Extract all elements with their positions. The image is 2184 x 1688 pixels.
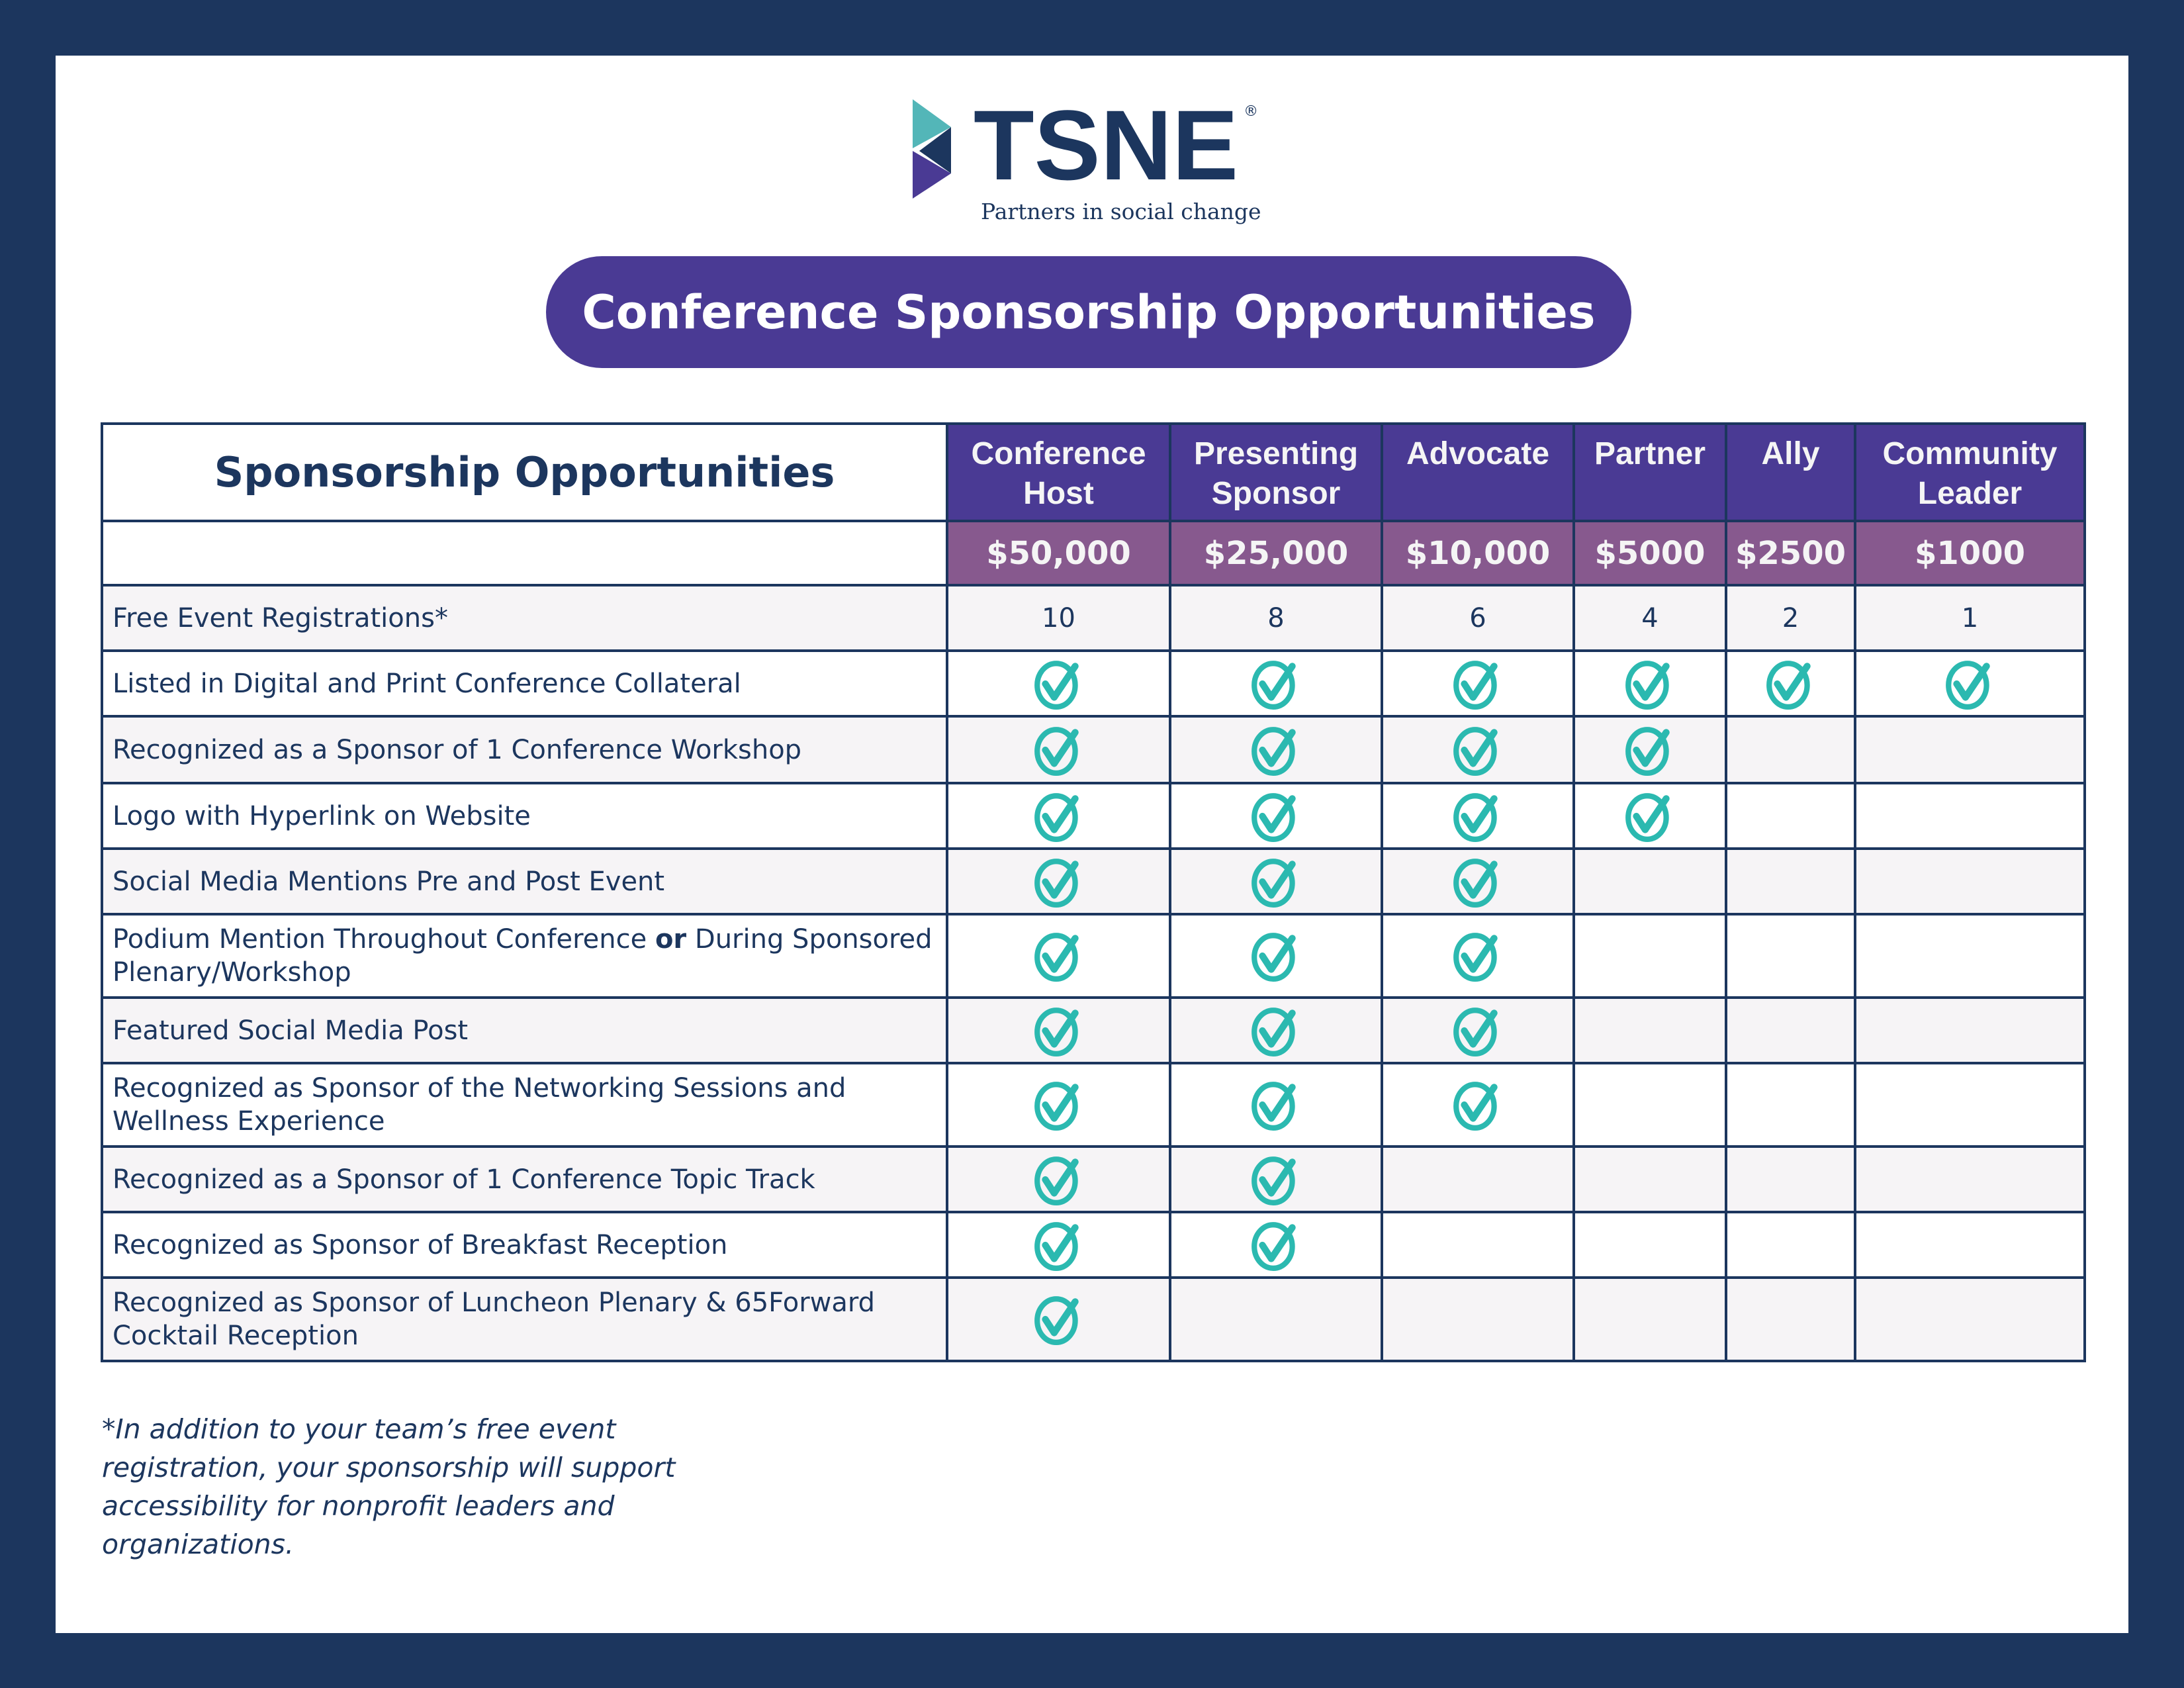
tier-benefit-cell xyxy=(1170,716,1382,783)
tier-benefit-cell xyxy=(1726,849,1855,914)
tier-benefit-cell xyxy=(947,849,1170,914)
tier-price: $50,000 xyxy=(947,521,1170,585)
tier-name: Community Leader xyxy=(1855,424,2085,521)
tier-benefit-cell xyxy=(1382,1147,1574,1212)
benefit-label: Logo with Hyperlink on Website xyxy=(113,800,531,831)
tier-benefit-cell xyxy=(1855,1147,2085,1212)
tsne-logo xyxy=(913,89,1310,232)
checkmark-icon xyxy=(1249,1078,1303,1132)
benefit-label: Listed in Digital and Print Conference Collateral xyxy=(113,668,741,699)
tier-name: Advocate xyxy=(1382,424,1574,521)
benefit-label: Recognized as a Sponsor of 1 Conference Workshop xyxy=(113,734,802,765)
checkmark-icon xyxy=(1451,789,1505,843)
benefit-label-rest: During Sponsored Plenary/Workshop xyxy=(113,924,933,988)
tier-benefit-cell xyxy=(1170,1147,1382,1212)
tier-benefit-cell xyxy=(1574,849,1726,914)
benefit-label: Recognized as Sponsor of Luncheon Plenary & 65Forward Cocktail Reception xyxy=(113,1288,876,1351)
tier-benefit-cell xyxy=(1726,716,1855,783)
checkmark-icon xyxy=(1032,1078,1086,1132)
checkmark-icon xyxy=(1249,789,1303,843)
registration-count: 10 xyxy=(947,585,1170,651)
tier-benefit-cell xyxy=(1170,783,1382,849)
checkmark-icon xyxy=(1943,657,1997,711)
registration-count: 2 xyxy=(1726,585,1855,651)
tier-benefit-cell xyxy=(1574,651,1726,716)
tier-benefit-cell xyxy=(947,998,1170,1063)
tier-benefit-cell xyxy=(1382,716,1574,783)
benefit-row xyxy=(102,1063,2085,1147)
registration-count: 8 xyxy=(1170,585,1382,651)
benefit-row xyxy=(102,783,2085,849)
row-label xyxy=(102,1278,947,1361)
benefit-row xyxy=(102,1147,2085,1212)
benefit-row xyxy=(102,1278,2085,1361)
benefit-row xyxy=(102,651,2085,716)
benefit-row xyxy=(102,914,2085,998)
logo-wordmark-row xyxy=(974,89,1259,201)
row-label xyxy=(102,1147,947,1212)
checkmark-icon xyxy=(1032,1218,1086,1272)
checkmark-icon xyxy=(1032,723,1086,777)
checkmark-icon xyxy=(1249,723,1303,777)
tier-benefit-cell xyxy=(947,651,1170,716)
tier-price: $25,000 xyxy=(1170,521,1382,585)
tier-benefit-cell xyxy=(947,716,1170,783)
benefit-label: Podium Mention Throughout Conference xyxy=(113,924,647,955)
checkmark-icon xyxy=(1032,1292,1086,1346)
registered-mark: ® xyxy=(1244,103,1259,120)
benefit-label: Recognized as a Sponsor of 1 Conference Topic Track xyxy=(113,1164,815,1195)
tier-benefit-cell xyxy=(1855,914,2085,998)
checkmark-icon xyxy=(1032,929,1086,983)
tier-benefit-cell xyxy=(1855,651,2085,716)
tier-benefit-cell xyxy=(947,783,1170,849)
tier-benefit-cell xyxy=(1726,783,1855,849)
tier-benefit-cell xyxy=(1170,651,1382,716)
tier-header-row xyxy=(102,424,2085,521)
tier-benefit-cell xyxy=(1855,849,2085,914)
tier-benefit-cell xyxy=(1855,1212,2085,1278)
tier-benefit-cell xyxy=(1726,1278,1855,1361)
checkmark-icon xyxy=(1451,657,1505,711)
tier-benefit-cell xyxy=(1382,1063,1574,1147)
checkmark-icon xyxy=(1032,789,1086,843)
tier-benefit-cell xyxy=(947,1063,1170,1147)
checkmark-icon xyxy=(1032,657,1086,711)
tier-benefit-cell xyxy=(1855,716,2085,783)
checkmark-icon xyxy=(1764,657,1818,711)
tier-benefit-cell xyxy=(1382,651,1574,716)
row-label xyxy=(102,849,947,914)
tier-benefit-cell xyxy=(1170,849,1382,914)
tier-price: $1000 xyxy=(1855,521,2085,585)
tier-benefit-cell xyxy=(1726,1147,1855,1212)
checkmark-icon xyxy=(1451,1004,1505,1058)
registration-count: 6 xyxy=(1382,585,1574,651)
row-label xyxy=(102,1212,947,1278)
tier-benefit-cell xyxy=(1574,1063,1726,1147)
tier-benefit-cell xyxy=(1855,998,2085,1063)
tier-price: $10,000 xyxy=(1382,521,1574,585)
logo-mark-icon xyxy=(913,99,954,199)
tier-benefit-cell xyxy=(1170,1063,1382,1147)
tier-name: Partner xyxy=(1574,424,1726,521)
tier-benefit-cell xyxy=(1382,849,1574,914)
tier-benefit-cell xyxy=(1726,1212,1855,1278)
checkmark-icon xyxy=(1623,723,1677,777)
checkmark-icon xyxy=(1032,855,1086,909)
registration-count: 1 xyxy=(1855,585,2085,651)
tier-benefit-cell xyxy=(947,1278,1170,1361)
registration-count: 4 xyxy=(1574,585,1726,651)
checkmark-icon xyxy=(1451,1078,1505,1132)
checkmark-icon xyxy=(1032,1152,1086,1207)
checkmark-icon xyxy=(1451,929,1505,983)
tier-benefit-cell xyxy=(1382,914,1574,998)
tier-name: Ally xyxy=(1726,424,1855,521)
checkmark-icon xyxy=(1249,1152,1303,1207)
row-label xyxy=(102,783,947,849)
benefit-label: Featured Social Media Post xyxy=(113,1015,469,1046)
tier-benefit-cell xyxy=(1855,783,2085,849)
benefit-label: Recognized as Sponsor of the Networking Sessions and Wellness Experience xyxy=(113,1073,846,1137)
benefit-row xyxy=(102,998,2085,1063)
tier-name: Presenting Sponsor xyxy=(1170,424,1382,521)
tier-benefit-cell xyxy=(947,1147,1170,1212)
row-label xyxy=(102,1063,947,1147)
tier-benefit-cell xyxy=(1382,783,1574,849)
blank-cell xyxy=(102,521,947,585)
footnote: *In addition to your team’s free event registration, your sponsorship will support accessibility for nonprofit leaders and organizations. xyxy=(102,1413,676,1560)
tier-benefit-cell xyxy=(1574,783,1726,849)
tier-benefit-cell xyxy=(1170,1212,1382,1278)
tier-benefit-cell xyxy=(1726,651,1855,716)
row-label xyxy=(102,651,947,716)
benefit-label-bold: or xyxy=(655,924,687,955)
checkmark-icon xyxy=(1032,1004,1086,1058)
row-label: Free Event Registrations* xyxy=(102,585,947,651)
benefit-label: Recognized as Sponsor of Breakfast Reception xyxy=(113,1229,728,1260)
benefit-row xyxy=(102,716,2085,783)
benefit-label: Social Media Mentions Pre and Post Event xyxy=(113,866,665,897)
checkmark-icon xyxy=(1249,657,1303,711)
row-label xyxy=(102,914,947,998)
tier-benefit-cell xyxy=(1574,1212,1726,1278)
benefit-row xyxy=(102,849,2085,914)
checkmark-icon xyxy=(1623,789,1677,843)
sponsorship-table xyxy=(101,422,2086,1362)
tier-benefit-cell xyxy=(1855,1063,2085,1147)
tier-benefit-cell xyxy=(1574,998,1726,1063)
row-label xyxy=(102,716,947,783)
checkmark-icon xyxy=(1451,855,1505,909)
tier-benefit-cell xyxy=(1574,1147,1726,1212)
tier-benefit-cell xyxy=(1574,716,1726,783)
tier-benefit-cell xyxy=(947,914,1170,998)
checkmark-icon xyxy=(1451,723,1505,777)
tier-benefit-cell xyxy=(1726,1063,1855,1147)
tier-benefit-cell xyxy=(947,1212,1170,1278)
tier-benefit-cell xyxy=(1170,998,1382,1063)
benefit-row xyxy=(102,1212,2085,1278)
registrations-row xyxy=(102,585,2085,651)
logo-tagline: Partners in social change xyxy=(981,199,1261,224)
price-row xyxy=(102,521,2085,585)
tier-benefit-cell xyxy=(1382,1278,1574,1361)
tier-benefit-cell xyxy=(1382,1212,1574,1278)
page-title: Conference Sponsorship Opportunities xyxy=(546,256,1631,368)
tier-benefit-cell xyxy=(1574,914,1726,998)
tier-benefit-cell xyxy=(1382,998,1574,1063)
checkmark-icon xyxy=(1623,657,1677,711)
tier-price: $2500 xyxy=(1726,521,1855,585)
tier-benefit-cell xyxy=(1726,998,1855,1063)
tier-benefit-cell xyxy=(1574,1278,1726,1361)
logo-wordmark: TSNE xyxy=(974,89,1239,201)
header-opportunities: Sponsorship Opportunities xyxy=(102,424,947,521)
tier-name: Conference Host xyxy=(947,424,1170,521)
tier-benefit-cell xyxy=(1170,1278,1382,1361)
checkmark-icon xyxy=(1249,855,1303,909)
checkmark-icon xyxy=(1249,1004,1303,1058)
tier-benefit-cell xyxy=(1726,914,1855,998)
tier-benefit-cell xyxy=(1170,914,1382,998)
tier-price: $5000 xyxy=(1574,521,1726,585)
checkmark-icon xyxy=(1249,929,1303,983)
checkmark-icon xyxy=(1249,1218,1303,1272)
row-label xyxy=(102,998,947,1063)
tier-benefit-cell xyxy=(1855,1278,2085,1361)
